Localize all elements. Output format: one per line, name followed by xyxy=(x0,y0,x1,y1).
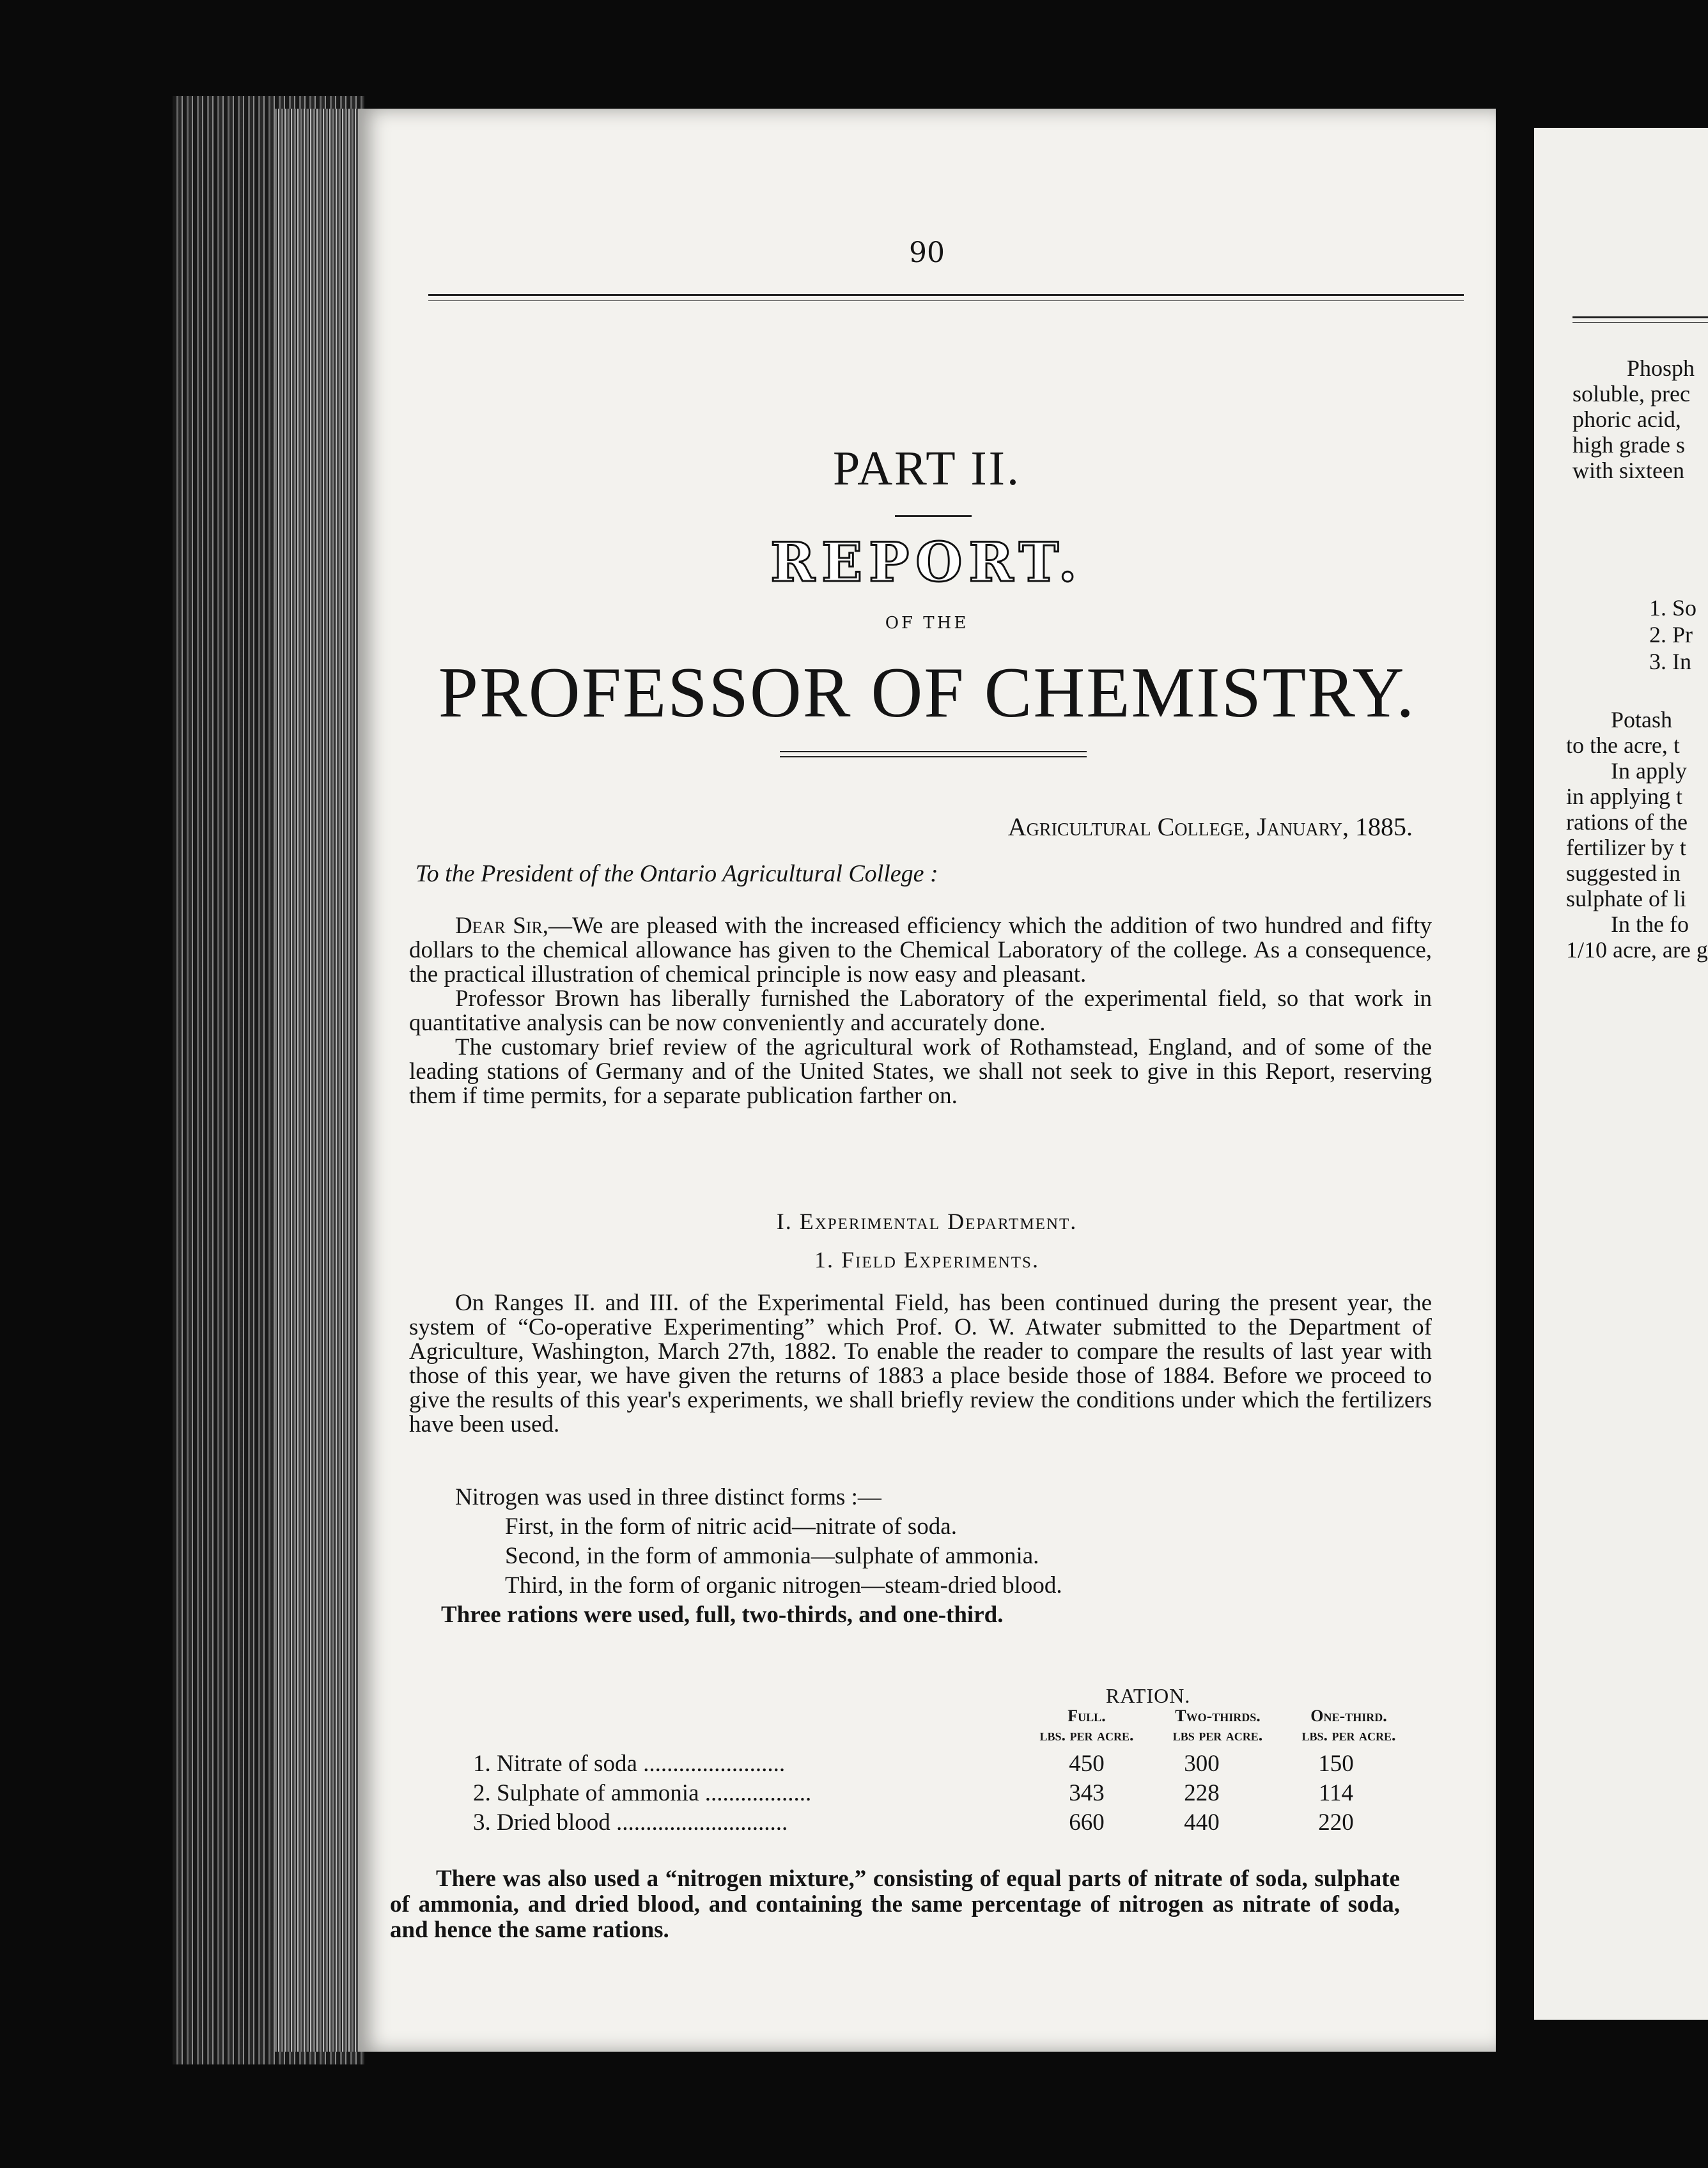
dateline: Agricultural College, January, 1885. xyxy=(1007,812,1413,841)
table-cell-one-third: 220 xyxy=(1318,1809,1354,1836)
letter-paragraph-1-text: —We are pleased with the increased efficiency which the addition of two hundred and fifty dollars to the chemical allowance has given to the Chemical Laboratory of the college. As a consequence, the practical illustration of chemical principle is now easy and pleasant. xyxy=(409,913,1432,987)
table-row-label: 1. Nitrate of soda ........................ xyxy=(473,1751,786,1777)
list-item: Third, in the form of organic nitrogen—steam-dried blood. xyxy=(505,1572,1062,1599)
of-the-label: OF THE xyxy=(885,614,969,633)
right-page-line: high grade s xyxy=(1572,432,1685,458)
right-page-line: suggested in xyxy=(1566,860,1681,886)
right-page-line: 1/10 acre, are g xyxy=(1566,937,1708,963)
right-page-line: 2. Pr xyxy=(1649,622,1693,647)
letter-paragraph-3: The customary brief review of the agricultural work of Rothamstead, England, and of some of the leading stations of Germany and of the United States, we shall not seek to give in this Report, reserving them if time permits, for a separate publication farther on. xyxy=(409,1034,1432,1109)
table-header-one-label: One-third. xyxy=(1310,1707,1387,1725)
table-row xyxy=(473,1809,1419,1838)
table-cell-one-third: 114 xyxy=(1318,1780,1354,1806)
right-page-line: 1. So xyxy=(1649,595,1697,621)
list-item: Second, in the form of ammonia—sulphate of ammonia. xyxy=(505,1543,1039,1569)
nitrogen-mixture-paragraph xyxy=(390,1866,1400,1943)
right-page-line: to the acre, t xyxy=(1566,732,1680,758)
right-page-line: Potash xyxy=(1611,707,1673,732)
table-cell-two-thirds: 300 xyxy=(1184,1751,1220,1777)
nitrogen-forms xyxy=(409,1483,1432,1630)
field-experiments-paragraph xyxy=(409,1291,1432,1437)
right-page-line: phoric acid, xyxy=(1572,407,1681,432)
part-heading: PART II. xyxy=(833,442,1021,495)
part-divider xyxy=(895,515,972,517)
letter-body xyxy=(409,914,1432,1108)
table-header-two-thirds xyxy=(1157,1707,1278,1745)
nitrogen-mixture-text: There was also used a “nitrogen mixture,” consisting of equal parts of nitrate of soda, sulphate of ammonia, and dried blood, and containing the same percentage of nitrogen as nitrate of soda, and hence the same rations. xyxy=(390,1866,1400,1943)
right-page-line: in applying t xyxy=(1566,784,1682,809)
table-cell-two-thirds: 440 xyxy=(1184,1809,1220,1836)
right-page-fragment xyxy=(1534,128,1708,2020)
right-page-header-rule-thin xyxy=(1572,322,1708,323)
book-page-edges-inner xyxy=(275,109,364,2052)
table-header-one-third xyxy=(1288,1707,1409,1745)
dear-sir: Dear Sir, xyxy=(455,913,549,939)
left-page xyxy=(358,109,1496,2052)
table-group-header: RATION. xyxy=(1106,1684,1191,1707)
list-item: First, in the form of nitric acid—nitrate of soda. xyxy=(505,1514,957,1540)
salutation: To the President of the Ontario Agricultural College : xyxy=(415,860,938,887)
right-page-line: soluble, prec xyxy=(1572,381,1690,407)
table-header-full-label: Full. xyxy=(1068,1707,1106,1725)
right-page-line: with sixteen xyxy=(1572,458,1684,483)
subsection-heading: 1. Field Experiments. xyxy=(814,1247,1039,1273)
right-page-line: rations of the xyxy=(1566,809,1688,835)
title-divider-second xyxy=(780,756,1087,757)
table-cell-full: 450 xyxy=(1069,1751,1105,1777)
table-row-label: 3. Dried blood ............................. xyxy=(473,1809,788,1836)
table-row xyxy=(473,1779,1419,1809)
right-page-line: sulphate of li xyxy=(1566,886,1686,911)
right-page-line: Phosph xyxy=(1627,355,1695,381)
section-heading: I. Experimental Department. xyxy=(776,1209,1078,1234)
right-page-header-rule xyxy=(1572,316,1708,318)
letter-paragraph-1 xyxy=(409,914,1432,987)
table-row xyxy=(473,1750,1419,1779)
letter-paragraph-2: Professor Brown has liberally furnished the Laboratory of the experimental field, so that work in quantitative analysis can be now conveniently and accurately done. xyxy=(409,986,1432,1036)
table-header-one-unit: lbs. per acre. xyxy=(1301,1726,1396,1744)
table-row-label: 2. Sulphate of ammonia .................. xyxy=(473,1780,812,1806)
field-experiments-text: On Ranges II. and III. of the Experimental Field, has been continued during the present year, the system of “Co-operative Experimenting” which Prof. O. W. Atwater submitted to the Department of Agriculture, Washington, March 27th, 1882. To enable the reader to compare the results of last year with those of this year, we have given the returns of 1883 a place beside those of 1884. Before we proceed to give the results of this year's experiments, we shall briefly review the conditions under which the fertilizers have been used. xyxy=(409,1290,1432,1437)
right-page-line: fertilizer by t xyxy=(1566,835,1686,860)
nitrogen-lead: Nitrogen was used in three distinct forms :— xyxy=(455,1484,881,1510)
table-header-two-label: Two-thirds. xyxy=(1175,1707,1261,1725)
page-title: PROFESSOR OF CHEMISTRY. xyxy=(438,653,1416,732)
table-cell-full: 343 xyxy=(1069,1780,1105,1806)
title-divider xyxy=(780,751,1087,752)
rations-line: Three rations were used, full, two-thirds, and one-third. xyxy=(441,1602,1004,1628)
table-cell-two-thirds: 228 xyxy=(1184,1780,1220,1806)
right-page-line: In the fo xyxy=(1611,911,1689,937)
page-number: 90 xyxy=(909,236,945,269)
table-cell-one-third: 150 xyxy=(1318,1751,1354,1777)
table-header-full-unit: lbs. per acre. xyxy=(1039,1726,1134,1744)
table-cell-full: 660 xyxy=(1069,1809,1105,1836)
right-page-line: In apply xyxy=(1611,758,1687,784)
table-header-two-unit: lbs per acre. xyxy=(1172,1726,1263,1744)
table-header-full xyxy=(1032,1707,1141,1745)
header-rule xyxy=(428,294,1464,296)
report-heading: REPORT. xyxy=(770,530,1083,594)
right-page-line: 3. In xyxy=(1649,649,1691,674)
header-rule-thin xyxy=(428,300,1464,301)
